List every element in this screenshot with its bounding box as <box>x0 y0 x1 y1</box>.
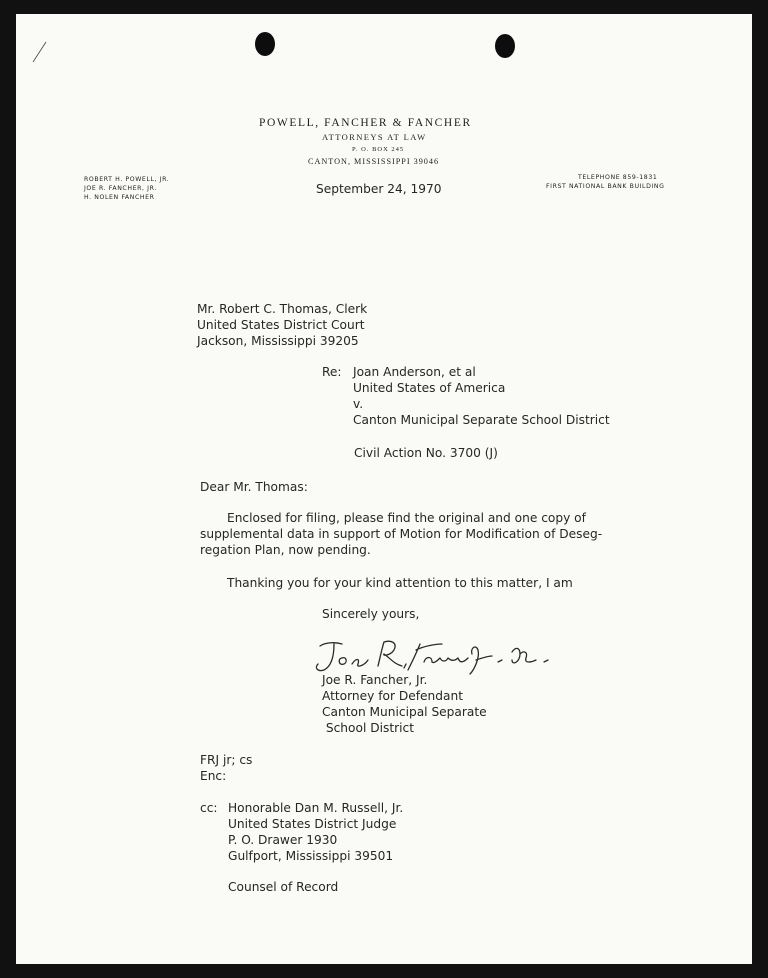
firm-city: CANTON, MISSISSIPPI 39046 <box>308 157 440 166</box>
cc-extra: Counsel of Record <box>228 880 339 894</box>
cc-label: cc: <box>200 801 218 815</box>
body-line-2: supplemental data in support of Motion for Modification of Deseg- <box>200 527 603 541</box>
body-line-3: regation Plan, now pending. <box>200 543 371 557</box>
punch-hole-right <box>495 34 515 58</box>
punch-hole-left <box>255 32 275 56</box>
signer-line-3: Canton Municipal Separate <box>322 705 487 719</box>
cc-line-4: Gulfport, Mississippi 39501 <box>228 849 394 863</box>
body-line-4: Thanking you for your kind attention to this matter, I am <box>227 576 573 590</box>
civil-action: Civil Action No. 3700 (J) <box>354 446 498 460</box>
firm-building: FIRST NATIONAL BANK BUILDING <box>546 183 665 190</box>
re-line-1: Joan Anderson, et al <box>353 365 476 379</box>
signer-line-2: Attorney for Defendant <box>322 689 463 703</box>
enclosure: Enc: <box>200 769 227 783</box>
cc-line-2: United States District Judge <box>228 817 397 831</box>
re-line-3: v. <box>353 397 364 411</box>
cc-line-3: P. O. Drawer 1930 <box>228 833 338 847</box>
firm-name: POWELL, FANCHER & FANCHER <box>259 117 472 129</box>
body-line-1: Enclosed for filing, please find the original and one copy of <box>227 511 586 525</box>
letter-date: September 24, 1970 <box>316 182 442 196</box>
signer-line-1: Joe R. Fancher, Jr. <box>322 673 428 687</box>
firm-telephone: TELEPHONE 859-1831 <box>578 174 658 181</box>
recipient-line-1: Mr. Robert C. Thomas, Clerk <box>197 302 368 316</box>
salutation: Dear Mr. Thomas: <box>200 480 308 494</box>
partner-3: H. NOLEN FANCHER <box>84 194 155 201</box>
recipient-line-2: United States District Court <box>197 318 365 332</box>
partner-1: ROBERT H. POWELL, JR. <box>84 176 170 183</box>
firm-po-box: P. O. BOX 245 <box>352 146 405 153</box>
signer-line-4: School District <box>322 721 414 735</box>
pencil-mark <box>30 40 50 66</box>
cc-line-1: Honorable Dan M. Russell, Jr. <box>228 801 404 815</box>
letter-page <box>16 14 752 964</box>
recipient-line-3: Jackson, Mississippi 39205 <box>197 334 359 348</box>
typist-initials: FRJ jr; cs <box>200 753 253 767</box>
partner-2: JOE R. FANCHER, JR. <box>84 185 157 192</box>
re-line-2: United States of America <box>353 381 506 395</box>
closing: Sincerely yours, <box>322 607 420 621</box>
re-label: Re: <box>322 365 342 379</box>
firm-subtitle: ATTORNEYS AT LAW <box>322 132 427 142</box>
re-line-4: Canton Municipal Separate School District <box>353 413 610 427</box>
